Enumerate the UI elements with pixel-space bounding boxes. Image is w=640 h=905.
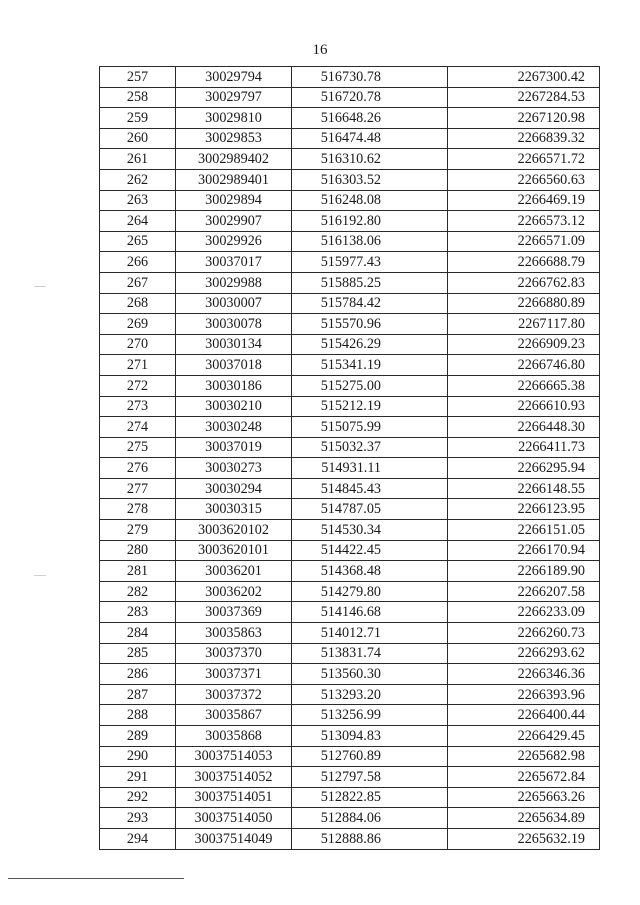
x-coordinate-cell: 514787.05	[292, 499, 448, 520]
x-coordinate-cell: 515275.00	[292, 375, 448, 396]
point-id-cell: 3002989401	[176, 169, 292, 190]
table-row	[100, 787, 600, 808]
y-coordinate-cell: 2266293.62	[448, 643, 600, 664]
point-id-cell: 30037372	[176, 684, 292, 705]
x-coordinate-cell: 513256.99	[292, 705, 448, 726]
x-coordinate-cell: 515212.19	[292, 396, 448, 417]
point-id-cell: 30029926	[176, 231, 292, 252]
point-id-cell: 30037514050	[176, 808, 292, 829]
y-coordinate-cell: 2266151.05	[448, 520, 600, 541]
y-coordinate-cell: 2266148.55	[448, 478, 600, 499]
y-coordinate-cell: 2266571.72	[448, 149, 600, 170]
point-id-cell: 30037370	[176, 643, 292, 664]
margin-mark	[34, 575, 46, 576]
point-number-cell: 283	[100, 602, 176, 623]
y-coordinate-cell: 2266233.09	[448, 602, 600, 623]
point-id-cell: 30029894	[176, 190, 292, 211]
x-coordinate-cell: 516474.48	[292, 128, 448, 149]
table-row	[100, 231, 600, 252]
y-coordinate-cell: 2266560.63	[448, 169, 600, 190]
table-row	[100, 828, 600, 849]
point-number-cell: 291	[100, 767, 176, 788]
y-coordinate-cell: 2266762.83	[448, 272, 600, 293]
x-coordinate-cell: 514931.11	[292, 458, 448, 479]
table-row	[100, 108, 600, 129]
point-number-cell: 263	[100, 190, 176, 211]
point-id-cell: 30030294	[176, 478, 292, 499]
point-id-cell: 30029794	[176, 67, 292, 88]
table-row	[100, 87, 600, 108]
x-coordinate-cell: 515075.99	[292, 417, 448, 438]
y-coordinate-cell: 2266123.95	[448, 499, 600, 520]
point-number-cell: 284	[100, 623, 176, 644]
point-id-cell: 30037371	[176, 664, 292, 685]
point-number-cell: 260	[100, 128, 176, 149]
point-number-cell: 279	[100, 520, 176, 541]
point-number-cell: 277	[100, 478, 176, 499]
y-coordinate-cell: 2266909.23	[448, 334, 600, 355]
point-id-cell: 30037514049	[176, 828, 292, 849]
point-id-cell: 30036201	[176, 561, 292, 582]
point-number-cell: 280	[100, 540, 176, 561]
point-id-cell: 30030210	[176, 396, 292, 417]
y-coordinate-cell: 2266189.90	[448, 561, 600, 582]
table-row	[100, 252, 600, 273]
table-row	[100, 705, 600, 726]
x-coordinate-cell: 512760.89	[292, 746, 448, 767]
point-id-cell: 3003620101	[176, 540, 292, 561]
margin-mark	[34, 286, 46, 287]
y-coordinate-cell: 2266207.58	[448, 581, 600, 602]
table-row	[100, 211, 600, 232]
point-number-cell: 290	[100, 746, 176, 767]
table-row	[100, 540, 600, 561]
point-id-cell: 30037019	[176, 437, 292, 458]
y-coordinate-cell: 2265632.19	[448, 828, 600, 849]
y-coordinate-cell: 2267117.80	[448, 314, 600, 335]
point-id-cell: 30037369	[176, 602, 292, 623]
point-id-cell: 30029988	[176, 272, 292, 293]
y-coordinate-cell: 2266665.38	[448, 375, 600, 396]
y-coordinate-cell: 2265672.84	[448, 767, 600, 788]
table-row	[100, 623, 600, 644]
point-id-cell: 30037514051	[176, 787, 292, 808]
y-coordinate-cell: 2266429.45	[448, 726, 600, 747]
table-row	[100, 169, 600, 190]
x-coordinate-cell: 516720.78	[292, 87, 448, 108]
table-row	[100, 128, 600, 149]
x-coordinate-cell: 515977.43	[292, 252, 448, 273]
table-row	[100, 375, 600, 396]
y-coordinate-cell: 2266610.93	[448, 396, 600, 417]
y-coordinate-cell: 2265663.26	[448, 787, 600, 808]
table-row	[100, 643, 600, 664]
y-coordinate-cell: 2266880.89	[448, 293, 600, 314]
point-id-cell: 30037514053	[176, 746, 292, 767]
table-row	[100, 581, 600, 602]
table-row	[100, 664, 600, 685]
y-coordinate-cell: 2266295.94	[448, 458, 600, 479]
point-id-cell: 30035867	[176, 705, 292, 726]
point-number-cell: 273	[100, 396, 176, 417]
x-coordinate-cell: 515885.25	[292, 272, 448, 293]
point-number-cell: 261	[100, 149, 176, 170]
point-id-cell: 3002989402	[176, 149, 292, 170]
point-id-cell: 30036202	[176, 581, 292, 602]
table-row	[100, 417, 600, 438]
point-id-cell: 30030273	[176, 458, 292, 479]
y-coordinate-cell: 2266571.09	[448, 231, 600, 252]
table-row	[100, 808, 600, 829]
table-row	[100, 561, 600, 582]
table-row	[100, 334, 600, 355]
table-row	[100, 499, 600, 520]
x-coordinate-cell: 514146.68	[292, 602, 448, 623]
x-coordinate-cell: 513831.74	[292, 643, 448, 664]
point-number-cell: 269	[100, 314, 176, 335]
point-number-cell: 262	[100, 169, 176, 190]
table-row	[100, 520, 600, 541]
point-number-cell: 271	[100, 355, 176, 376]
x-coordinate-cell: 512888.86	[292, 828, 448, 849]
point-id-cell: 30030007	[176, 293, 292, 314]
y-coordinate-cell: 2266393.96	[448, 684, 600, 705]
coordinates-table-body	[100, 67, 600, 850]
y-coordinate-cell: 2267120.98	[448, 108, 600, 129]
point-number-cell: 275	[100, 437, 176, 458]
coordinates-table	[99, 66, 600, 850]
table-row	[100, 767, 600, 788]
point-id-cell: 30035863	[176, 623, 292, 644]
page-number: 16	[312, 42, 328, 58]
point-id-cell: 3003620102	[176, 520, 292, 541]
point-number-cell: 257	[100, 67, 176, 88]
point-number-cell: 267	[100, 272, 176, 293]
y-coordinate-cell: 2266400.44	[448, 705, 600, 726]
point-number-cell: 285	[100, 643, 176, 664]
y-coordinate-cell: 2266746.80	[448, 355, 600, 376]
y-coordinate-cell: 2266411.73	[448, 437, 600, 458]
y-coordinate-cell: 2267284.53	[448, 87, 600, 108]
point-number-cell: 293	[100, 808, 176, 829]
table-row	[100, 314, 600, 335]
x-coordinate-cell: 515426.29	[292, 334, 448, 355]
point-id-cell: 30037018	[176, 355, 292, 376]
x-coordinate-cell: 516248.08	[292, 190, 448, 211]
point-number-cell: 288	[100, 705, 176, 726]
x-coordinate-cell: 512797.58	[292, 767, 448, 788]
x-coordinate-cell: 515784.42	[292, 293, 448, 314]
y-coordinate-cell: 2267300.42	[448, 67, 600, 88]
x-coordinate-cell: 514530.34	[292, 520, 448, 541]
point-id-cell: 30030134	[176, 334, 292, 355]
table-row	[100, 478, 600, 499]
y-coordinate-cell: 2266170.94	[448, 540, 600, 561]
point-number-cell: 294	[100, 828, 176, 849]
point-number-cell: 286	[100, 664, 176, 685]
x-coordinate-cell: 513560.30	[292, 664, 448, 685]
table-row	[100, 746, 600, 767]
y-coordinate-cell: 2266448.30	[448, 417, 600, 438]
x-coordinate-cell: 516310.62	[292, 149, 448, 170]
table-row	[100, 293, 600, 314]
point-id-cell: 30029797	[176, 87, 292, 108]
x-coordinate-cell: 514279.80	[292, 581, 448, 602]
x-coordinate-cell: 515341.19	[292, 355, 448, 376]
y-coordinate-cell: 2265682.98	[448, 746, 600, 767]
point-number-cell: 287	[100, 684, 176, 705]
point-number-cell: 281	[100, 561, 176, 582]
x-coordinate-cell: 512822.85	[292, 787, 448, 808]
table-row	[100, 726, 600, 747]
y-coordinate-cell: 2265634.89	[448, 808, 600, 829]
point-number-cell: 289	[100, 726, 176, 747]
y-coordinate-cell: 2266469.19	[448, 190, 600, 211]
x-coordinate-cell: 513094.83	[292, 726, 448, 747]
table-row	[100, 396, 600, 417]
point-number-cell: 274	[100, 417, 176, 438]
x-coordinate-cell: 514845.43	[292, 478, 448, 499]
table-row	[100, 437, 600, 458]
y-coordinate-cell: 2266839.32	[448, 128, 600, 149]
point-number-cell: 278	[100, 499, 176, 520]
point-id-cell: 30035868	[176, 726, 292, 747]
point-id-cell: 30030078	[176, 314, 292, 335]
y-coordinate-cell: 2266688.79	[448, 252, 600, 273]
point-id-cell: 30037017	[176, 252, 292, 273]
point-number-cell: 258	[100, 87, 176, 108]
point-number-cell: 272	[100, 375, 176, 396]
x-coordinate-cell: 516648.26	[292, 108, 448, 129]
table-row	[100, 190, 600, 211]
point-number-cell: 282	[100, 581, 176, 602]
point-number-cell: 265	[100, 231, 176, 252]
x-coordinate-cell: 516192.80	[292, 211, 448, 232]
point-id-cell: 30030315	[176, 499, 292, 520]
x-coordinate-cell: 516138.06	[292, 231, 448, 252]
x-coordinate-cell: 516303.52	[292, 169, 448, 190]
point-number-cell: 270	[100, 334, 176, 355]
table-row	[100, 684, 600, 705]
point-number-cell: 276	[100, 458, 176, 479]
y-coordinate-cell: 2266573.12	[448, 211, 600, 232]
point-id-cell: 30030186	[176, 375, 292, 396]
point-number-cell: 259	[100, 108, 176, 129]
point-id-cell: 30037514052	[176, 767, 292, 788]
x-coordinate-cell: 514368.48	[292, 561, 448, 582]
x-coordinate-cell: 515570.96	[292, 314, 448, 335]
point-id-cell: 30029907	[176, 211, 292, 232]
point-id-cell: 30029810	[176, 108, 292, 129]
table-row	[100, 272, 600, 293]
footnote-rule	[8, 878, 184, 879]
x-coordinate-cell: 514422.45	[292, 540, 448, 561]
point-number-cell: 292	[100, 787, 176, 808]
point-id-cell: 30030248	[176, 417, 292, 438]
table-row	[100, 458, 600, 479]
table-row	[100, 149, 600, 170]
point-number-cell: 268	[100, 293, 176, 314]
point-number-cell: 264	[100, 211, 176, 232]
point-number-cell: 266	[100, 252, 176, 273]
x-coordinate-cell: 512884.06	[292, 808, 448, 829]
x-coordinate-cell: 515032.37	[292, 437, 448, 458]
x-coordinate-cell: 513293.20	[292, 684, 448, 705]
point-id-cell: 30029853	[176, 128, 292, 149]
table-row	[100, 355, 600, 376]
y-coordinate-cell: 2266346.36	[448, 664, 600, 685]
y-coordinate-cell: 2266260.73	[448, 623, 600, 644]
table-row	[100, 602, 600, 623]
table-row	[100, 67, 600, 88]
x-coordinate-cell: 514012.71	[292, 623, 448, 644]
x-coordinate-cell: 516730.78	[292, 67, 448, 88]
